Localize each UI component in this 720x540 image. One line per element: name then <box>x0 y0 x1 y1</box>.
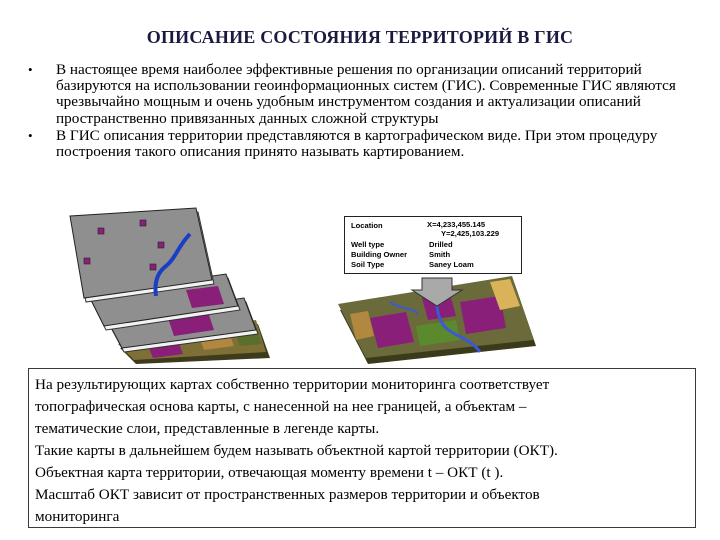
bullet-text: В ГИС описания территории представляются в картографическом виде. При этом процедуру построения такого описания принято называть картированием. <box>56 126 658 161</box>
soil-type-value: Saney Loam <box>429 260 474 269</box>
gis-layers-illustration <box>58 206 273 364</box>
body-text-box <box>28 368 696 528</box>
body-line: мониторинга <box>35 508 120 525</box>
page-title: ОПИСАНИЕ СОСТОЯНИЯ ТЕРРИТОРИЙ В ГИС <box>146 27 574 47</box>
well-type-label: Well type <box>351 240 385 249</box>
building-owner-label: Building Owner <box>351 250 408 259</box>
body-line: тематические слои, представленные в легенде карты. <box>35 420 380 437</box>
bullet-marker: • <box>28 127 33 143</box>
y-coordinate: Y=2,425,103.229 <box>441 229 500 238</box>
bullet-text: В настоящее время наиболее эффективные решения по организации описаний территорий базируются на использовании геоинформационных систем (ГИС). Современные ГИС являются чрезвычайно мощным и очень удобным инструментом создания и актуализации описаний пространственно привязанных данных сложной структуры <box>56 61 676 127</box>
location-label: Location <box>351 221 383 230</box>
body-line: Такие карты в дальнейшем будем называть объектной картой территории (ОКТ). <box>35 442 558 459</box>
body-line: На результирующих картах собственно территории мониторинга соответствует <box>35 376 550 393</box>
bullet-item <box>28 62 698 127</box>
x-coordinate: X=4,233,455.145 <box>427 220 486 229</box>
well-type-value: Drilled <box>429 240 453 249</box>
soil-type-label: Soil Type <box>351 260 385 269</box>
body-line: Объектная карта территории, отвечающая моменту времени t – ОКТ (t ). <box>35 464 504 481</box>
building-owner-value: Smith <box>429 250 451 259</box>
bullet-item <box>28 128 698 160</box>
bullet-marker: • <box>28 62 33 77</box>
bullet-list <box>28 62 698 161</box>
feature-info-popup <box>344 216 522 274</box>
body-line: Масштаб ОКТ зависит от пространственных размеров территории и объектов <box>35 486 540 503</box>
body-line: топографическая основа карты, с нанесенной на нее границей, а объектам – <box>35 398 527 415</box>
